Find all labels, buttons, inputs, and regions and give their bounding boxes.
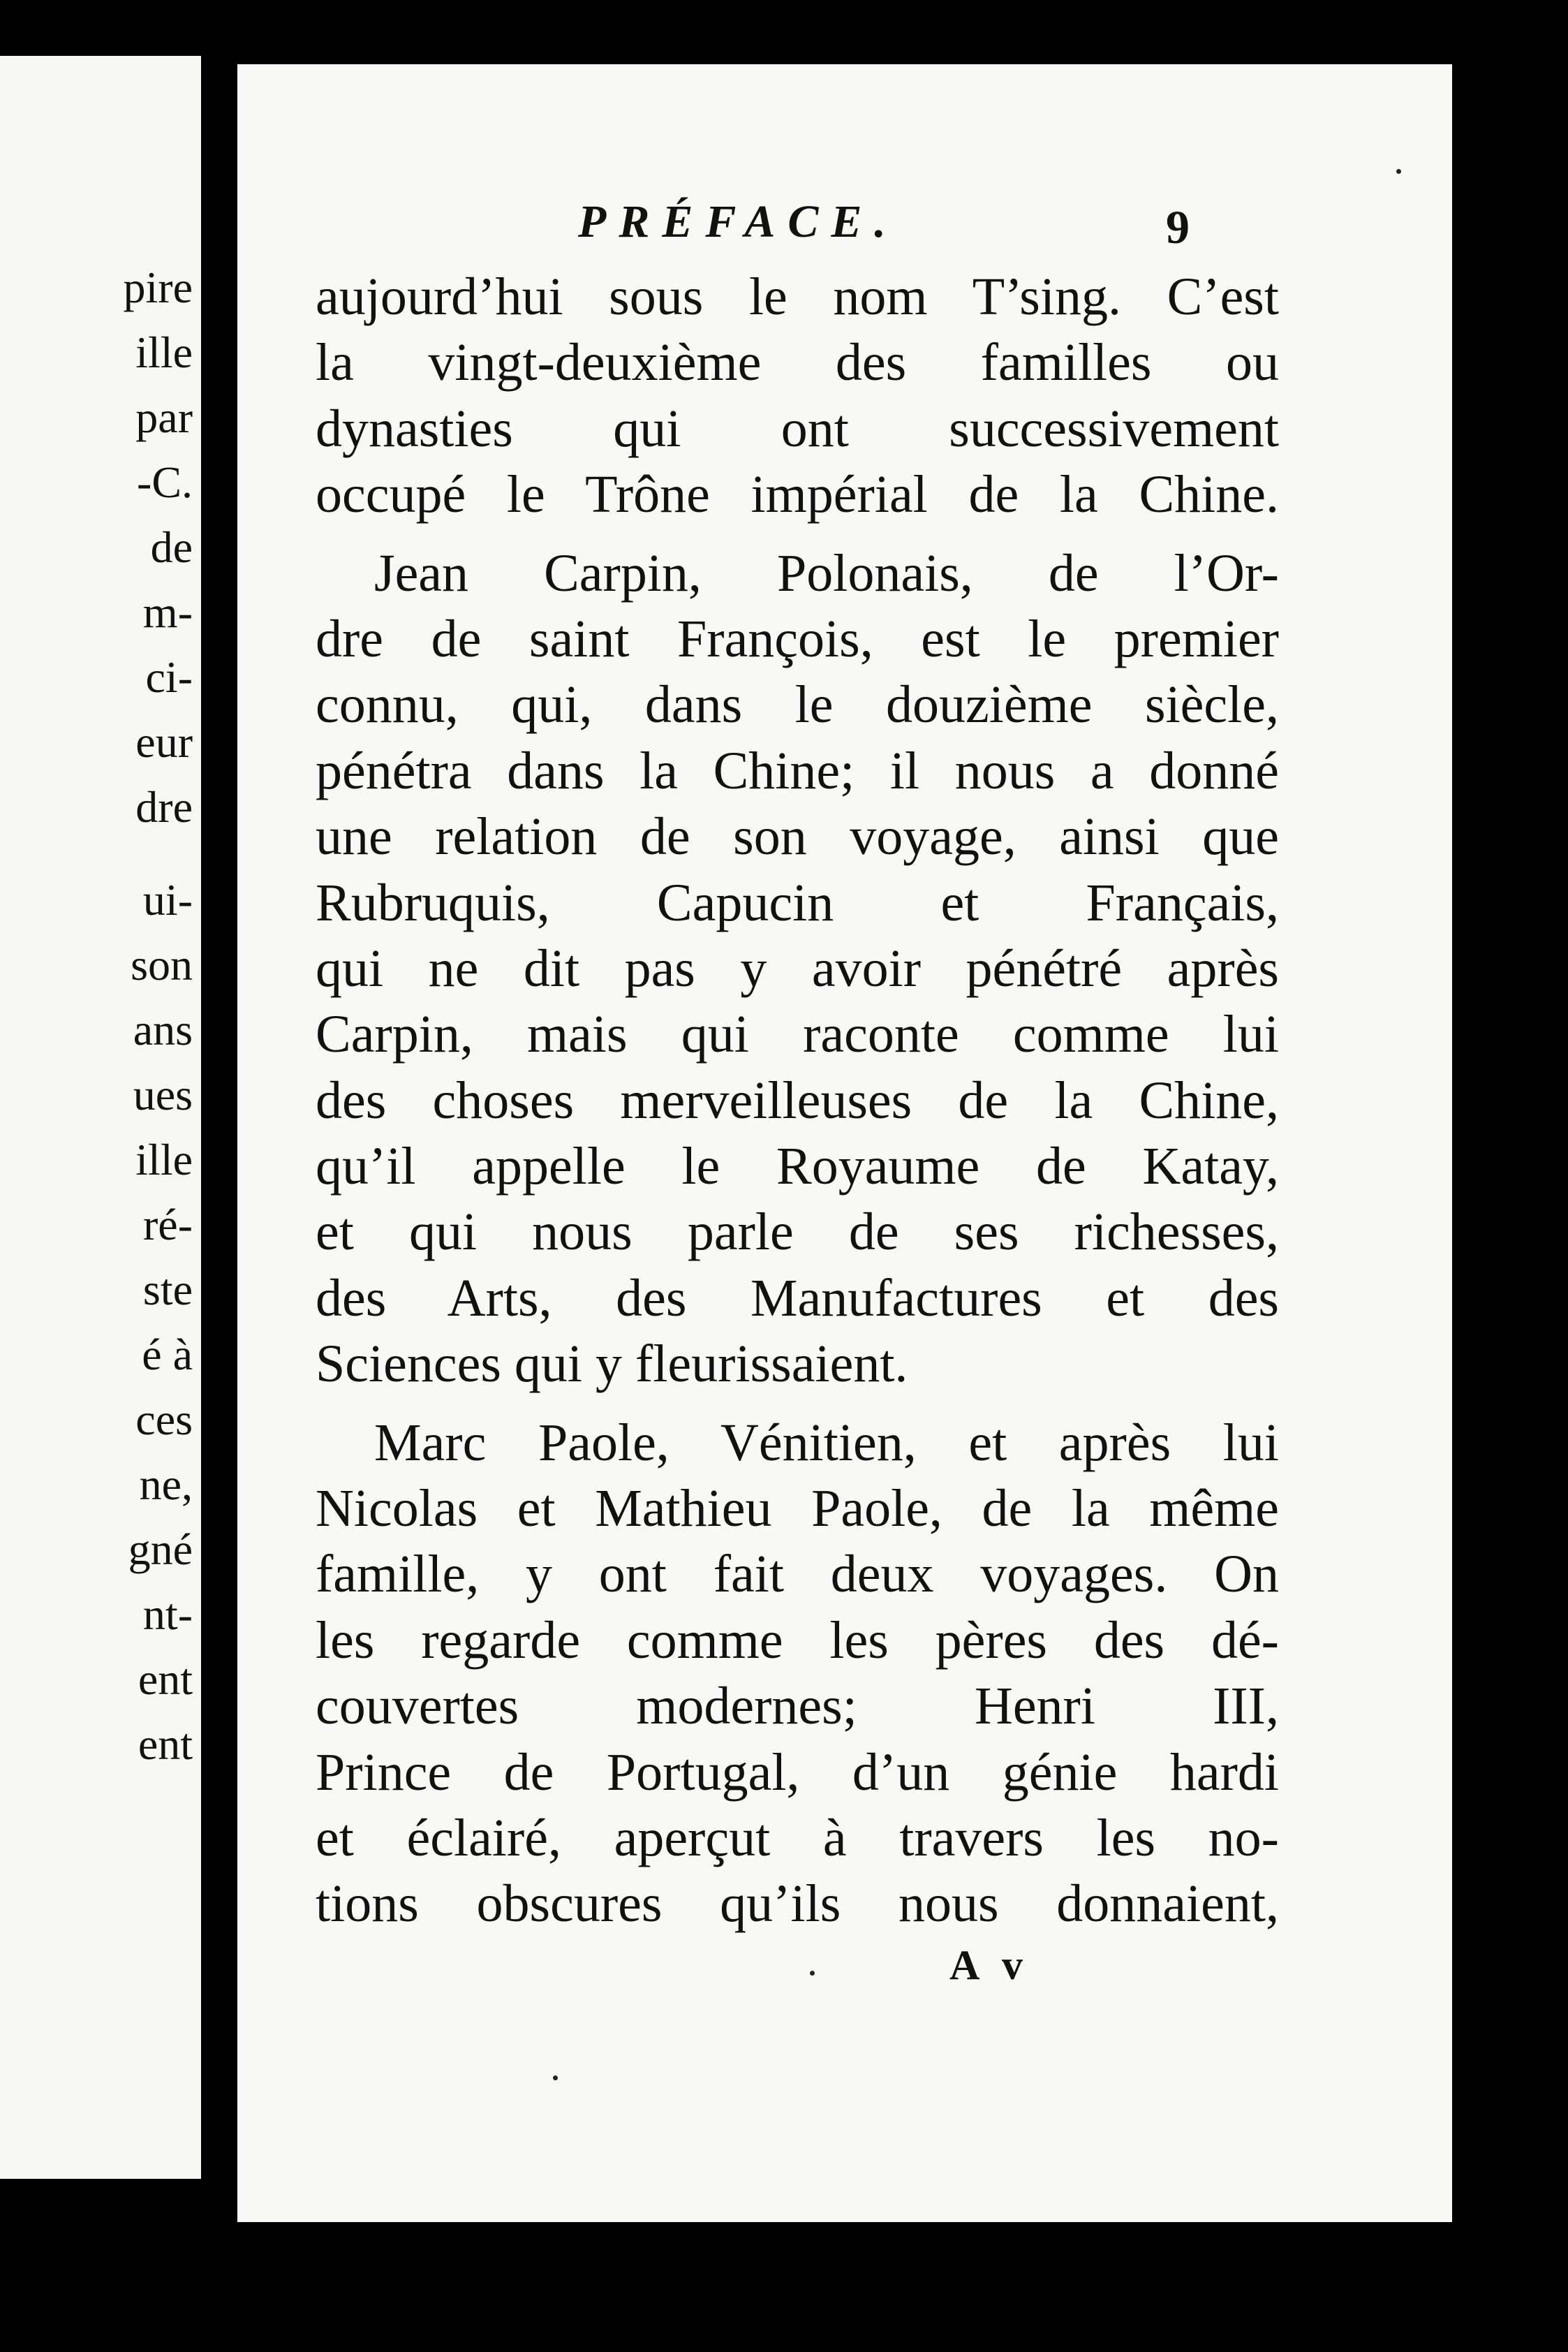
book-page: [237, 64, 1452, 2222]
left-page-line: pire: [123, 263, 193, 312]
text-line: famille, y ont fait deux voyages. On: [316, 1545, 1279, 1604]
text-line: qu’il appelle le Royaume de Katay,: [316, 1137, 1279, 1196]
page-header: [237, 196, 1452, 251]
text-line: couvertes modernes; Henri III,: [316, 1677, 1279, 1736]
text-line: les regarde comme les pères des dé-: [316, 1610, 1279, 1670]
left-page-line: ille: [135, 328, 193, 377]
left-page-line: ré-: [142, 1200, 193, 1249]
left-page-line: par: [135, 392, 193, 442]
text-line: et éclairé, aperçut à travers les no-: [316, 1808, 1279, 1867]
left-page-line: ci-: [145, 652, 193, 702]
signature-mark: A v: [949, 1942, 1030, 1988]
left-page-line: é à: [142, 1330, 193, 1379]
ink-speck: [1396, 169, 1401, 174]
left-page-line: ues: [133, 1070, 193, 1119]
text-line: Carpin, mais qui raconte comme lui: [316, 1005, 1279, 1064]
left-page-line: son: [131, 940, 193, 990]
left-page-line: ent: [138, 1654, 193, 1704]
text-line: Marc Paole, Vénitien, et après lui: [374, 1413, 1279, 1472]
text-line: pénétra dans la Chine; il nous a donné: [316, 741, 1279, 800]
ink-speck: [810, 1971, 815, 1976]
left-page-line: eur: [135, 717, 193, 767]
text-line: une relation de son voyage, ainsi que: [316, 807, 1279, 867]
left-page-line: ste: [142, 1265, 193, 1314]
text-line: Prince de Portugal, d’un génie hardi: [316, 1742, 1279, 1802]
paragraph-gap: [316, 1397, 1279, 1410]
text-line: connu, qui, dans le douzième siècle,: [316, 675, 1279, 735]
text-line: Rubruquis, Capucin et Français,: [316, 873, 1279, 932]
left-page-line: -C.: [137, 457, 193, 507]
left-page-line: gné: [128, 1524, 193, 1574]
text-line: occupé le Trône impérial de la Chine.: [316, 465, 1279, 524]
text-line: des choses merveilleuses de la Chine,: [316, 1071, 1279, 1130]
left-page-line: ne,: [139, 1460, 193, 1509]
text-line: dynasties qui ont successivement: [316, 399, 1279, 458]
text-line: et qui nous parle de ses richesses,: [316, 1203, 1279, 1262]
left-page-line: ces: [135, 1395, 193, 1444]
left-page-line: de: [150, 522, 193, 572]
text-line: tions obscures qu’ils nous donnaient,: [316, 1874, 1279, 1934]
ink-speck: [553, 2075, 558, 2080]
left-page-fragment: [0, 56, 201, 2179]
text-line: Sciences qui y fleurissaient.: [316, 1335, 908, 1394]
running-head: PRÉFACE.: [578, 196, 898, 247]
left-page-line: ille: [135, 1135, 193, 1184]
text-line: la vingt-deuxième des familles ou: [316, 333, 1279, 392]
left-page-line: ui-: [142, 875, 193, 925]
body-text: [316, 264, 1279, 1937]
left-page-line: dre: [135, 782, 193, 832]
left-page-line: ans: [133, 1005, 193, 1054]
page-number: 9: [1166, 200, 1190, 253]
text-line: dre de saint François, est le premier: [316, 609, 1279, 668]
text-line: des Arts, des Manufactures et des: [316, 1268, 1279, 1328]
left-page-line: nt-: [142, 1589, 193, 1639]
left-page-line: ent: [138, 1719, 193, 1769]
text-line: Jean Carpin, Polonais, de l’Or-: [374, 543, 1279, 603]
paragraph-gap: [316, 528, 1279, 541]
text-line: aujourd’hui sous le nom T’sing. C’est: [316, 267, 1279, 326]
text-line: qui ne dit pas y avoir pénétré après: [316, 939, 1279, 998]
text-line: Nicolas et Mathieu Paole, de la même: [316, 1479, 1279, 1538]
left-page-line: m-: [142, 587, 193, 637]
